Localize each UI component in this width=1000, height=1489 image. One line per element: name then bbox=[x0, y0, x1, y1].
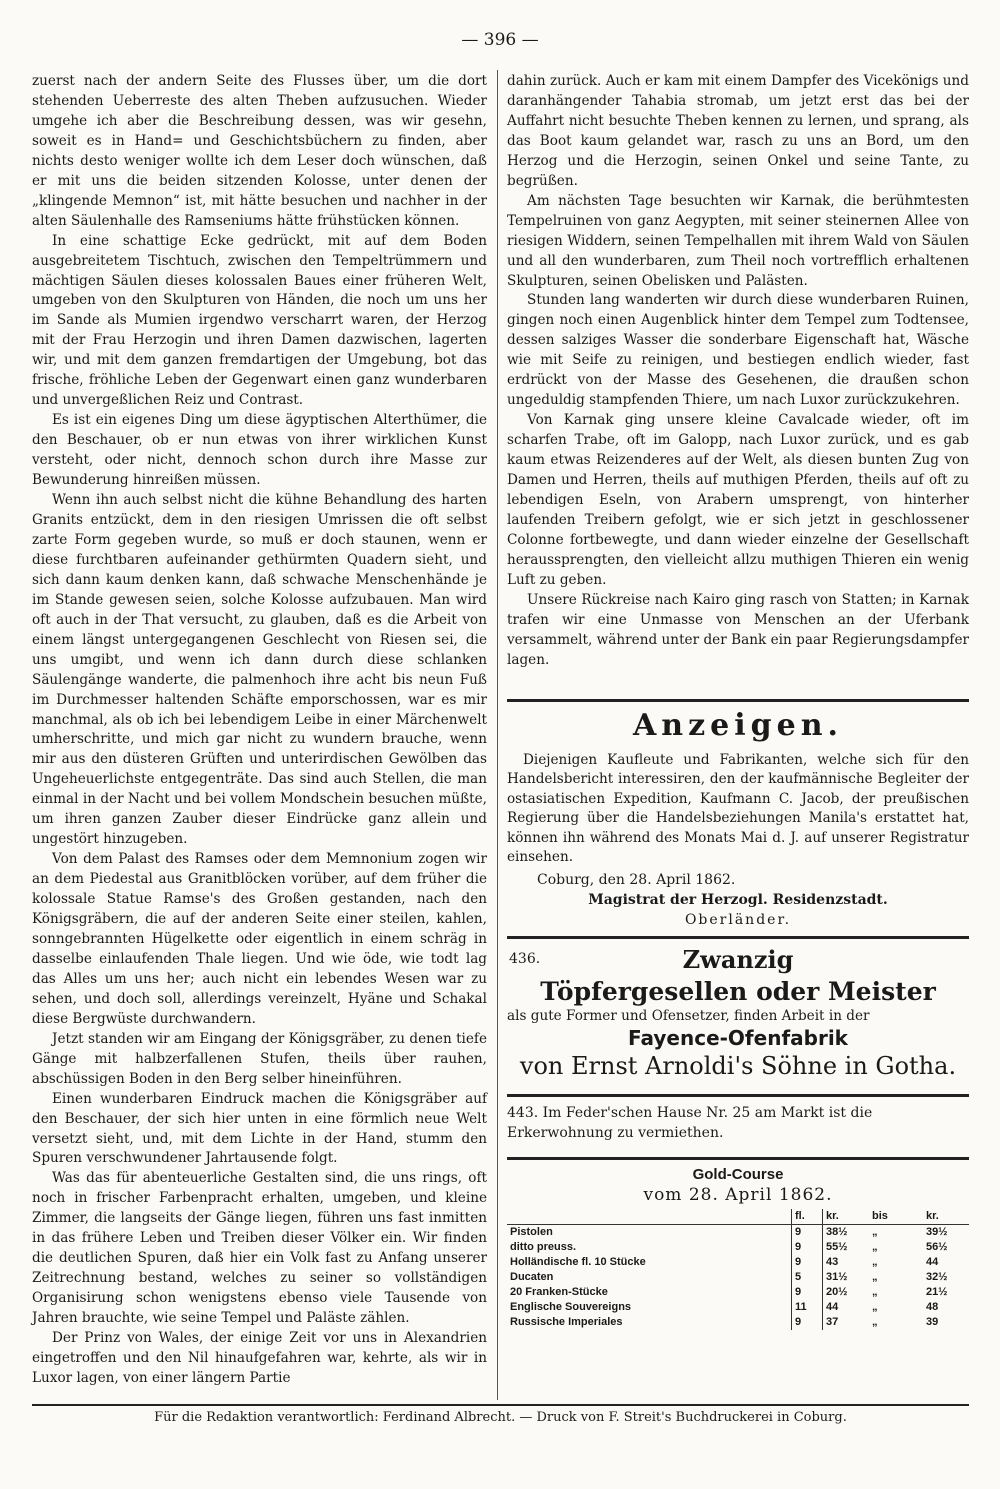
coin-name: 20 Franken-Stücke bbox=[507, 1285, 792, 1300]
coin-bis: „ bbox=[872, 1271, 878, 1284]
article-paragraph: Jetzt standen wir am Eingang der Königsgräber, zu denen tiefe Gänge mit halbzerfallenen Stufen, theils über rauhen, abschüssigen Boden in den Berg selber hineinführen. bbox=[32, 1030, 487, 1087]
table-row bbox=[507, 1224, 969, 1240]
table-row bbox=[507, 1285, 969, 1300]
table-header bbox=[507, 1209, 969, 1225]
article-paragraph: Stunden lang wanderten wir durch diese wunderbaren Ruinen, gingen noch einen Augenblick hinter dem Tempel zum Todtensee, dessen salziges Wasser die sonderbare Eigenschaft hat, Wäsche wie mit Seife zu reinigen, und bestiegen endlich wieder, fast erdrückt von der Masse des Gesehenen, die draußen schon ungeduldig stampfenden Thiere, um nach Luxor zurückzukehren. bbox=[507, 292, 969, 409]
coin-name: Russische Imperiales bbox=[507, 1315, 792, 1330]
article-paragraph: zuerst nach der andern Seite des Flusses über, um die dort stehenden Ueberreste des alten Theben aufzusuchen. Wieder umgehe ich aber die Beschreibung dessen, was wir gesehn, soweit es in Hand= und Geschichtsbüchern zu finden, aber nichts desto weniger wollte ich dem Leser doch wünschen, daß er mit uns die beiden sitzenden Kolosse, unter denen der „klingende Memnon“ ist, mit hätte besuchen und nachher in der alten Säulenhalle des Ramseniums hätte frühstücken können. bbox=[32, 73, 487, 229]
coin-kr: 44 bbox=[826, 1301, 839, 1314]
coin-kr2: 32½ bbox=[926, 1271, 948, 1284]
table-row bbox=[507, 1240, 969, 1255]
ad-divider bbox=[507, 936, 969, 939]
anzeigen-text: Diejenigen Kaufleute und Fabrikanten, welche sich für den Handelsbericht interessiren, den der kaufmännische Begleiter der ostasiatischen Expedition, Kaufmann C. Jacob, der preußischen Regierung über die Handelsbeziehungen Manila's erstattet hat, können ihn während des Monats Mai d. J. auf unserer Registratur einsehen. bbox=[507, 751, 969, 866]
coin-name: ditto preuss. bbox=[507, 1240, 792, 1255]
anzeigen-date: Coburg, den 28. April 1862. bbox=[537, 871, 736, 888]
table-row bbox=[507, 1255, 969, 1270]
anzeigen-name: Oberländer. bbox=[684, 911, 792, 928]
right-column bbox=[507, 72, 969, 1330]
anzeigen-title: Anzeigen. bbox=[633, 707, 843, 743]
footer bbox=[32, 1404, 969, 1425]
gold-course-table bbox=[507, 1209, 969, 1330]
ad-title: Töpfergesellen oder Meister bbox=[540, 976, 936, 1006]
header-cell: kr. bbox=[923, 1209, 969, 1225]
coin-kr2: 44 bbox=[926, 1256, 939, 1269]
ad-firm: von Ernst Arnoldi's Söhne in Gotha. bbox=[519, 1051, 957, 1080]
anzeigen-section bbox=[507, 708, 969, 928]
coin-fl: 9 bbox=[792, 1224, 823, 1240]
gold-course-section bbox=[507, 1166, 969, 1330]
coin-kr2: 21½ bbox=[926, 1286, 948, 1299]
ad-line: als gute Former und Ofensetzer, finden Arbeit in der bbox=[507, 1007, 870, 1024]
coin-name: Holländische fl. 10 Stücke bbox=[507, 1255, 792, 1270]
table-row bbox=[507, 1315, 969, 1330]
article-paragraph: Es ist ein eigenes Ding um diese ägyptischen Alterthümer, die den Beschauer, ob er nun etwas von ihrer wirklichen Kunst versteht, oder nicht, dennoch schon durch ihre Masse zur Bewunderung hinreißen müssen. bbox=[32, 412, 487, 489]
coin-fl: 9 bbox=[792, 1240, 823, 1255]
left-column bbox=[32, 72, 487, 1389]
coin-fl: 9 bbox=[792, 1315, 823, 1330]
coin-kr: 38½ bbox=[826, 1226, 848, 1239]
coin-name: Englische Souvereigns bbox=[507, 1300, 792, 1315]
coin-kr: 55½ bbox=[826, 1241, 848, 1254]
ad-divider bbox=[507, 1157, 969, 1160]
anzeigen-signature: Magistrat der Herzogl. Residenzstadt. bbox=[588, 891, 888, 908]
ad-factory: Fayence-Ofenfabrik bbox=[628, 1025, 848, 1050]
article-paragraph: dahin zurück. Auch er kam mit einem Dampfer des Vicekönigs und daranhängender Tahabia stromab, um jetzt erst das bei der Auffahrt nicht besuchte Theben kennen zu lernen, und sprang, als das Boot kaum gelandet war, rasch zu uns an Bord, um den Herzog und die Herzogin, seinen Onkel und seine Tante, zu begrüßen. bbox=[507, 73, 969, 189]
coin-fl: 11 bbox=[792, 1300, 823, 1315]
header-cell: kr. bbox=[823, 1209, 870, 1225]
coin-name: Pistolen bbox=[507, 1224, 792, 1240]
coin-name: Ducaten bbox=[507, 1270, 792, 1285]
coin-bis: „ bbox=[872, 1286, 878, 1299]
coin-fl: 5 bbox=[792, 1270, 823, 1285]
gold-course-date: vom 28. April 1862. bbox=[643, 1184, 833, 1205]
ad-number: 436. bbox=[509, 950, 541, 967]
coin-kr2: 39½ bbox=[926, 1226, 948, 1239]
article-paragraph: Wenn ihn auch selbst nicht die kühne Behandlung des harten Granits entzückt, dem in den riesigen Umrissen die oft selbst zarte Form gegeben wurde, so muß er doch staunen, wenn er diese furchtbaren aufeinander gethürmten Quadern sieht, und sich dann kaum denken kann, daß schwache Menschenhände je im Stande gewesen seien, solche Kolosse aufzubauen. Man wird oft auch in der That versucht, zu glauben, daß es die Arbeit von einem längst untergegangenen Geschlecht von Riesen sei, die uns umgibt, und wenn ich dann durch diese schlanken Säulengänge wanderte, die palmenhoch ihre acht bis neun Fuß im Durchmesser haltenden Schäfte emporschossen, war es mir manchmal, als ob ich bei lebendigem Leibe in einer Märchenwelt umherschritte, und mich gar nicht zu wundern brauche, wenn mir aus den düsteren Grüften und unterirdischen Gewölben das Ungeheuerlichste entgegenträte. Das sind auch Stellen, die man einmal in der Nacht und bei vollem Mondschein besuchen müßte, um ihren ganzen Zauber dieser Eindrücke ganz allein und ungestört hinzugeben. bbox=[32, 492, 487, 848]
coin-fl: 9 bbox=[792, 1255, 823, 1270]
footer-rule bbox=[32, 1404, 969, 1406]
section-divider bbox=[507, 699, 969, 702]
ad-headline: Zwanzig bbox=[682, 944, 794, 974]
article-paragraph: Einen wunderbaren Eindruck machen die Königsgräber auf den Beschauer, der sich hier unten in eine förmlich neue Welt versetzt sieht, und, mit dem Lichte in der Hand, stumm den Spuren verschwundener Jahrtausende folgt. bbox=[32, 1090, 487, 1167]
coin-bis: „ bbox=[872, 1301, 878, 1314]
coin-kr2: 39 bbox=[926, 1316, 939, 1329]
header-cell: bis bbox=[869, 1209, 923, 1225]
article-paragraph: Von Karnak ging unsere kleine Cavalcade wieder, oft im scharfen Trabe, oft im Galopp, nach Luxor zurück, und es gab kaum etwas Reizenderes auf der Welt, als diesen bunten Zug von Damen und Herren, theils auf muthigen Pferden, theils auf oft zu lebendigen Eseln, von Arabern umsprengt, von hinterher laufenden Treibern gefolgt, wie er sich jetzt in geschlossener Colonne fortbewegte, und dann wieder einzelne der Gesellschaft heraussprengten, den vielleicht allzu muthigen Thieren ein wenig Luft zu geben. bbox=[507, 412, 969, 588]
article-paragraph: Der Prinz von Wales, der einige Zeit vor uns in Alexandrien eingetroffen und den Nil hinaufgefahren war, kehrte, als wir in Luxor lagen, von einer längern Partie bbox=[32, 1330, 487, 1386]
article-paragraph: In eine schattige Ecke gedrückt, mit auf dem Boden ausgebreitetem Tischtuch, zwischen den Tempeltrümmern und mächtigen Säulen dieses kolossalen Baues einer früheren Welt, umgeben von den Skulpturen von Händen, die noch um uns her im Sande als Mumien irgendwo verscharrt waren, der Herzog mit der Frau Herzogin und ihren Damen dazwischen, lagerten wir, und mit dem ganzen fremdartigen der Umgebung, bot das frische, fröhliche Leben der Gegenwart einen ganz wunderbaren und unvergeßlichen Reiz und Contrast. bbox=[32, 232, 487, 409]
ad-443: 443. Im Feder'schen Hause Nr. 25 am Markt ist die Erkerwohnung zu vermiethen. bbox=[507, 1104, 873, 1141]
ad-divider bbox=[507, 1094, 969, 1097]
column-divider bbox=[497, 70, 498, 1400]
header-cell bbox=[507, 1209, 792, 1225]
coin-bis: „ bbox=[872, 1316, 878, 1329]
footer-imprint: Für die Redaktion verantwortlich: Ferdinand Albrecht. — Druck von F. Streit's Buchdruckerei in Coburg. bbox=[154, 1410, 847, 1425]
article-paragraph: Was das für abenteuerliche Gestalten sind, die uns rings, oft noch in frischer Farbenpracht erhalten, umgeben, und kleine Zimmer, die langseits der Gänge liegen, führen uns fast inmitten in das frühere Leben und Treiben dieser Völker ein. Wir finden die deutlichen Spuren, daß hier ein Volk fast zu Anfang unserer Zeitrechnung bestand, welches zu seiner so vollständigen Organisirung schon wenigstens ebenso viele Tausende von Jahren brauchte, wie seine Tempel und Paläste zählen. bbox=[32, 1170, 487, 1327]
header-cell: fl. bbox=[792, 1209, 823, 1225]
coin-bis: „ bbox=[872, 1256, 878, 1269]
coin-kr: 20½ bbox=[826, 1286, 848, 1299]
article-paragraph: Unsere Rückreise nach Kairo ging rasch von Statten; in Karnak trafen wir eine Unmasse von Menschen an der Uferbank versammelt, während unter der Bank ein paar Regierungsdampfer lagen. bbox=[507, 591, 969, 668]
page-number: — 396 — bbox=[461, 30, 539, 50]
ad-436 bbox=[507, 945, 969, 1080]
article-paragraph: Am nächsten Tage besuchten wir Karnak, die berühmtesten Tempelruinen von ganz Aegypten, mit seiner steinernen Allee von riesigen Widdern, seinen Tempelhallen mit ihrem Wald von Säulen und all den wunderbaren, zum Theil noch vortrefflich erhaltenen Skulpturen, seinen Obelisken und Palästen. bbox=[507, 192, 969, 289]
coin-kr: 37 bbox=[826, 1316, 839, 1329]
coin-kr: 31½ bbox=[826, 1271, 848, 1284]
coin-bis: „ bbox=[872, 1226, 878, 1239]
article-paragraph: Von dem Palast des Ramses oder dem Memnonium zogen wir an dem Piedestal aus Granitblöcken vorüber, auf dem früher die kolossale Statue Ramse's des Großen gestanden, nach den Königsgräbern, die auf der anderen Seite einer steilen, kahlen, sonngebrannten Hügelkette oder eigentlich in einem schräg in dasselbe einlaufenden Thale liegen. Und wie öde, wie todt lag das Alles um uns her; auch nicht ein lebendes Wesen war zu sehen, und doch soll, allerdings vereinzelt, Hyäne und Schakal diese Bergwüste durchwandern. bbox=[32, 851, 487, 1027]
coin-fl: 9 bbox=[792, 1285, 823, 1300]
coin-kr2: 48 bbox=[926, 1301, 939, 1314]
coin-kr: 43 bbox=[826, 1256, 839, 1269]
coin-bis: „ bbox=[872, 1241, 878, 1254]
gold-course-title: Gold-Course bbox=[692, 1165, 784, 1183]
table-row bbox=[507, 1300, 969, 1315]
coin-kr2: 56½ bbox=[926, 1241, 948, 1254]
table-row bbox=[507, 1270, 969, 1285]
